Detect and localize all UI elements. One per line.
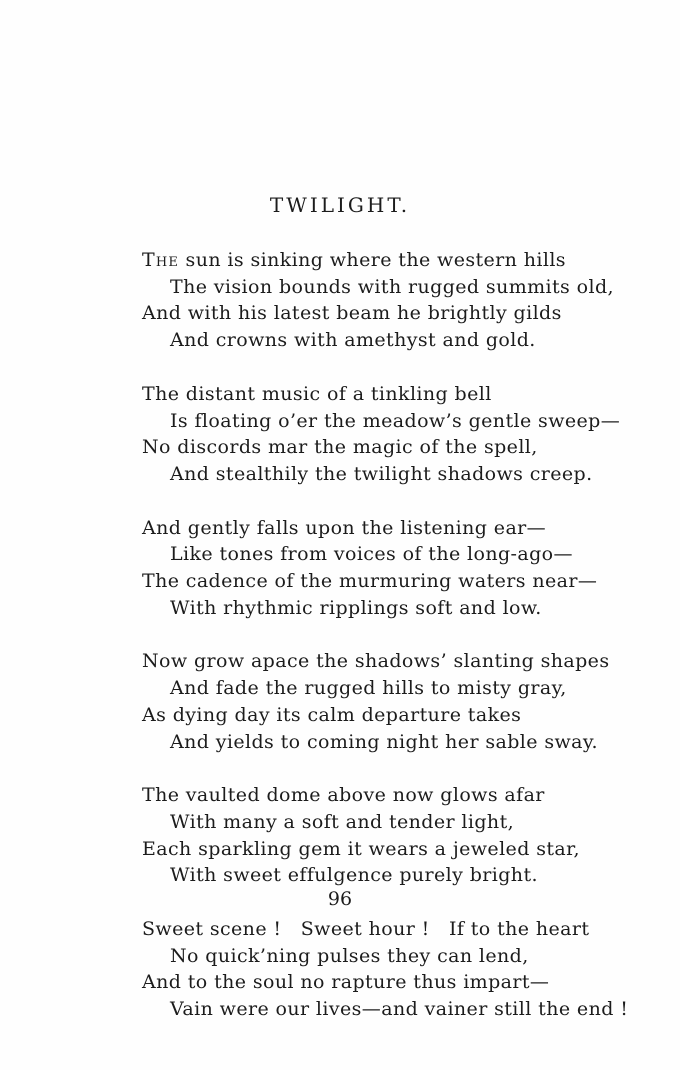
poem-line: And crowns with amethyst and gold. xyxy=(170,329,536,352)
poem-line: With rhythmic ripplings soft and low. xyxy=(170,596,542,619)
stanza xyxy=(142,515,602,622)
page-number: 96 xyxy=(327,888,353,910)
poem-line: No quick’ning pulses they can lend, xyxy=(170,944,529,967)
stanza xyxy=(142,782,602,889)
small-caps-word: The xyxy=(142,249,180,271)
poem-line: The vision bounds with rugged summits old, xyxy=(170,275,614,298)
stanza xyxy=(142,648,610,755)
poem-line: Each sparkling gem it wears a jeweled star, xyxy=(142,837,580,860)
poem-line: Is floating o’er the meadow’s gentle sweep— xyxy=(170,409,621,432)
poem-line: With many a soft and tender light, xyxy=(170,810,515,833)
poem-line: With sweet effulgence purely bright. xyxy=(170,864,538,887)
poem-line: And yields to coming night her sable sway. xyxy=(170,730,598,753)
poem-line: And with his latest beam he brightly gilds xyxy=(142,302,562,325)
poem-line: The sun is sinking where the western hills xyxy=(142,249,566,271)
poem-line: As dying day its calm departure takes xyxy=(142,703,522,726)
poem-title: TWILIGHT. xyxy=(269,193,411,217)
poem-line: The distant music of a tinkling bell xyxy=(142,382,492,405)
poem-line: And stealthily the twilight shadows creep. xyxy=(170,462,593,485)
poem-line: Vain were our lives—and vainer still the end ! xyxy=(170,998,629,1021)
stanza xyxy=(142,381,621,488)
poem-line: Now grow apace the shadows’ slanting shapes xyxy=(142,650,610,673)
poem-line: The vaulted dome above now glows afar xyxy=(142,784,545,807)
poem-line: The cadence of the murmuring waters near— xyxy=(142,570,598,593)
poem xyxy=(142,247,629,1050)
poem-line: And gently falls upon the listening ear— xyxy=(142,516,547,539)
poem-line: And fade the rugged hills to misty gray, xyxy=(170,677,567,700)
poem-line: Sweet scene ! Sweet hour ! If to the heart xyxy=(142,918,590,941)
poem-line: No discords mar the magic of the spell, xyxy=(142,436,538,459)
stanza xyxy=(142,916,629,1023)
poem-line: Like tones from voices of the long-ago— xyxy=(170,543,573,566)
stanza xyxy=(142,247,614,354)
poem-line: And to the soul no rapture thus impart— xyxy=(142,971,550,994)
